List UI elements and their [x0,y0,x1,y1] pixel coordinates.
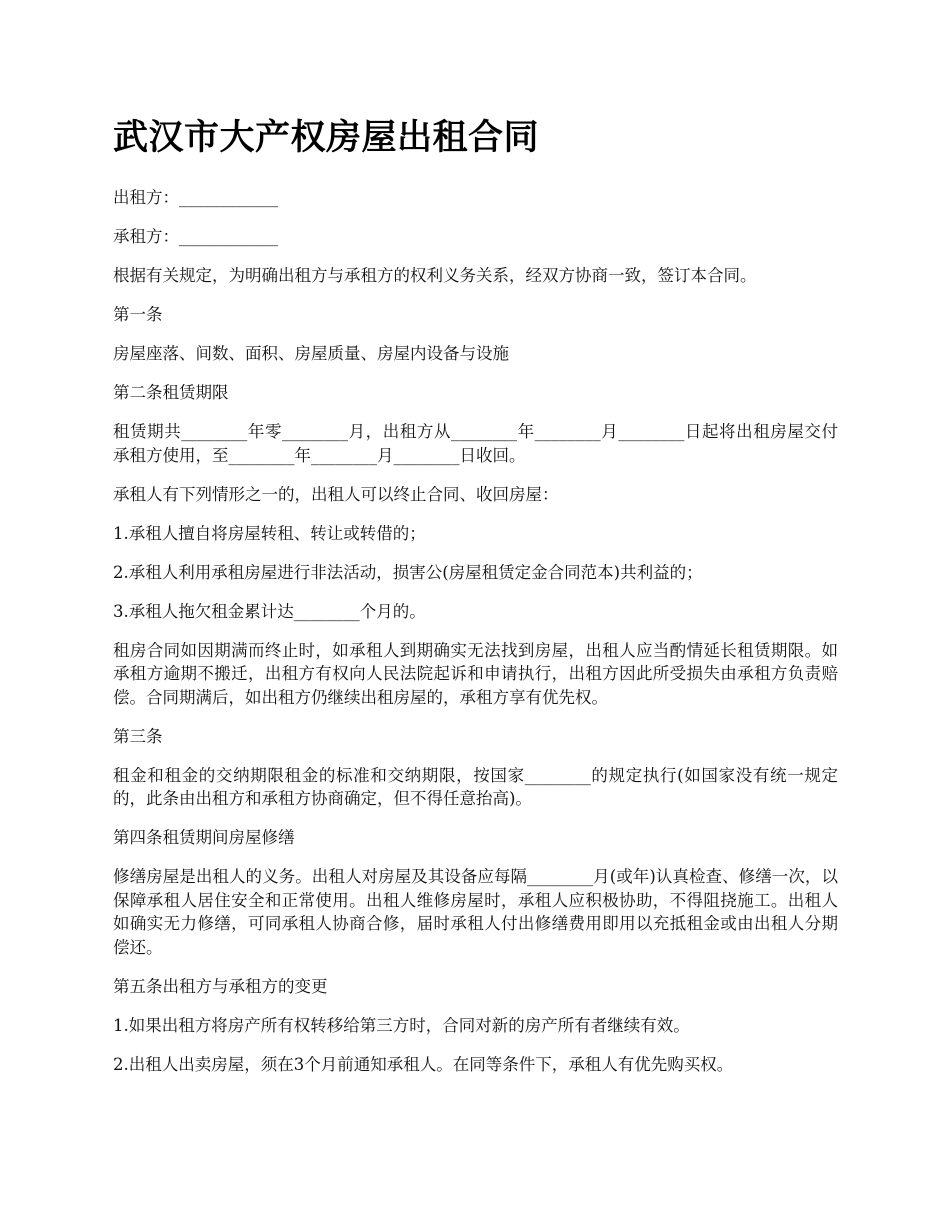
rent-paragraph: 租金和租金的交纳期限租金的标准和交纳期限，按国家________的规定执行(如国家没有统一规定的，此条由出租方和承租方协商确定，但不得任意抬高)。 [113,765,838,808]
change-item-1: 1.如果出租方将房产所有权转移给第三方时，合同对新的房产所有者继续有效。 [113,1015,690,1035]
termination-item-2: 2.承租人利用承租房屋进行非法活动，损害公(房屋租赁定金合同范本)共利益的； [113,562,703,582]
change-item-2: 2.出租人出卖房屋，须在3个月前通知承租人。在同等条件下，承租人有优先购买权。 [113,1054,734,1074]
lessee-line: 承租方：____________ [113,227,278,246]
termination-intro: 承租人有下列情形之一的，出租人可以终止合同、收回房屋： [113,484,559,504]
lease-term-paragraph: 租赁期共________年零________月，出租方从________年________月________日起将出租房屋交付承租方使用，至________年________月________日收回。 [113,422,838,465]
article-5-heading: 第五条出租方与承租方的变更 [113,976,328,996]
document-title: 武汉市大产权房屋出租合同 [113,118,540,158]
preamble-paragraph: 根据有关规定，为明确出租方与承租方的权利义务关系，经双方协商一致，签订本合同。 [113,266,757,285]
article-4-heading: 第四条租赁期间房屋修缮 [113,828,295,847]
article-1-body: 房屋座落、间数、面积、房屋质量、房屋内设备与设施 [113,344,509,363]
lessor-line: 出租方：____________ [113,188,278,207]
repair-paragraph: 修缮房屋是出租人的义务。出租人对房屋及其设备应每隔________月(或年)认真检查、修缮一次，以保障承租人居住安全和正常使用。出租人维修房屋时，承租人应积极协助，不得阻挠施工。出租人如确实无力修缮，可同承租人协商合修，届时承租人付出修缮费用即用以充抵租金或由出租人分期偿还。 [113,867,838,957]
article-3-heading: 第三条 [113,726,163,746]
article-1-heading: 第一条 [113,305,163,324]
expiry-paragraph: 租房合同如因期满而终止时，如承租人到期确实无法找到房屋，出租人应当酌情延长租赁期限。如承租方逾期不搬迁，出租方有权向人民法院起诉和申请执行，出租方因此所受损失由承租方负责赔偿。合同期满后，如出租方仍继续出租房屋的，承租方享有优先权。 [113,640,838,707]
article-2-heading: 第二条租赁期限 [113,383,229,402]
termination-item-3: 3.承租人拖欠租金累计达________个月的。 [113,601,426,621]
termination-item-1: 1.承租人擅自将房屋转租、转让或转借的； [113,523,426,543]
